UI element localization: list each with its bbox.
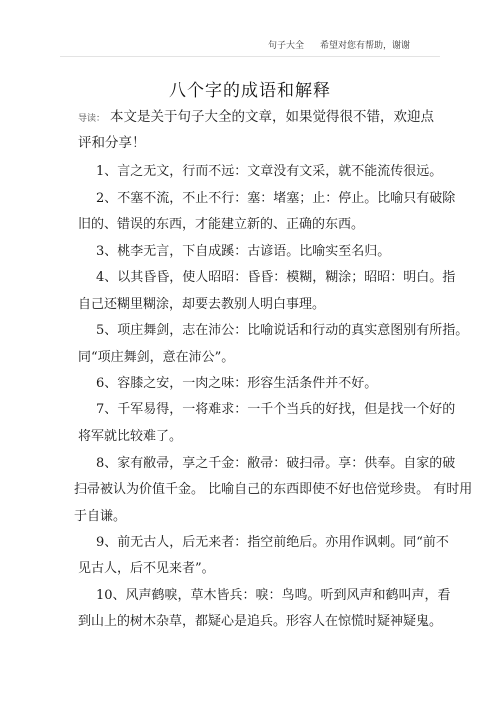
page-title: 八个字的成语和解释 [169,81,331,101]
header-site-name: 句子大全 [268,41,305,51]
intro-line-1 [78,105,434,125]
item-5-line-1: 5、项庄舞剑，志在沛公：比喻说话和行动的真实意图别有所指。 [96,323,469,338]
item-8-line-3: 于自谦。 [74,509,127,524]
intro-text-1: 本文是关于句子大全的文章，如果觉得很不错，欢迎点 [110,109,435,125]
item-7-line-1: 7、千军易得，一将难求：一千个当兵的好找，但是找一个好的 [96,402,456,417]
item-6-line-1: 6、容膝之安，一肉之味：形容生活条件并不好。 [96,376,378,391]
item-9-line-2: 见古人，后不见来者”。 [78,561,215,576]
item-1-line-1: 1、言之无文，行而不远：文章没有文采，就不能流传很远。 [96,164,443,179]
item-10-line-2: 到山上的树木杂草，都疑心是追兵。形容人在惊慌时疑神疑鬼。 [78,614,443,629]
item-7-line-2: 将军就比较难了。 [78,429,183,444]
item-3-line-1: 3、桃李无言，下自成蹊：古谚语。比喻实至名归。 [96,244,391,259]
header-note: 希望对您有帮助，谢谢 [320,41,411,51]
item-8-line-2: 扫帚被认为价值千金。 比喻自己的东西即使不好也倍觉珍贵。 有时用 [74,482,473,497]
item-5-line-2: 同“项庄舞剑，意在沛公”。 [78,350,235,365]
page-header [268,38,410,51]
item-4-line-1: 4、以其昏昏，使人昭昭：昏昏：模糊，糊涂；昭昭：明白。指 [96,270,456,285]
item-9-line-1: 9、前无古人，后无来者：指空前绝后。亦用作讽刺。同“前不 [96,535,449,550]
item-2-line-1: 2、不塞不流，不止不行：塞：堵塞；止：停止。比喻只有破除 [96,191,456,206]
intro-label: 导读： [78,114,106,124]
item-10-line-1: 10、风声鹤唳，草木皆兵：唳：鸟鸣。听到风声和鹤叫声，看 [96,588,451,603]
header-divider [60,56,440,57]
item-8-line-1: 8、家有敝帚，享之千金：敝帚：破扫帚。享：供奉。自家的破 [96,456,456,471]
item-2-line-2: 旧的、错误的东西，才能建立新的、正确的东西。 [78,217,365,232]
intro-line-2: 评和分享！ [78,135,146,151]
item-4-line-2: 自己还糊里糊涂，却要去教别人明白事理。 [78,297,326,312]
